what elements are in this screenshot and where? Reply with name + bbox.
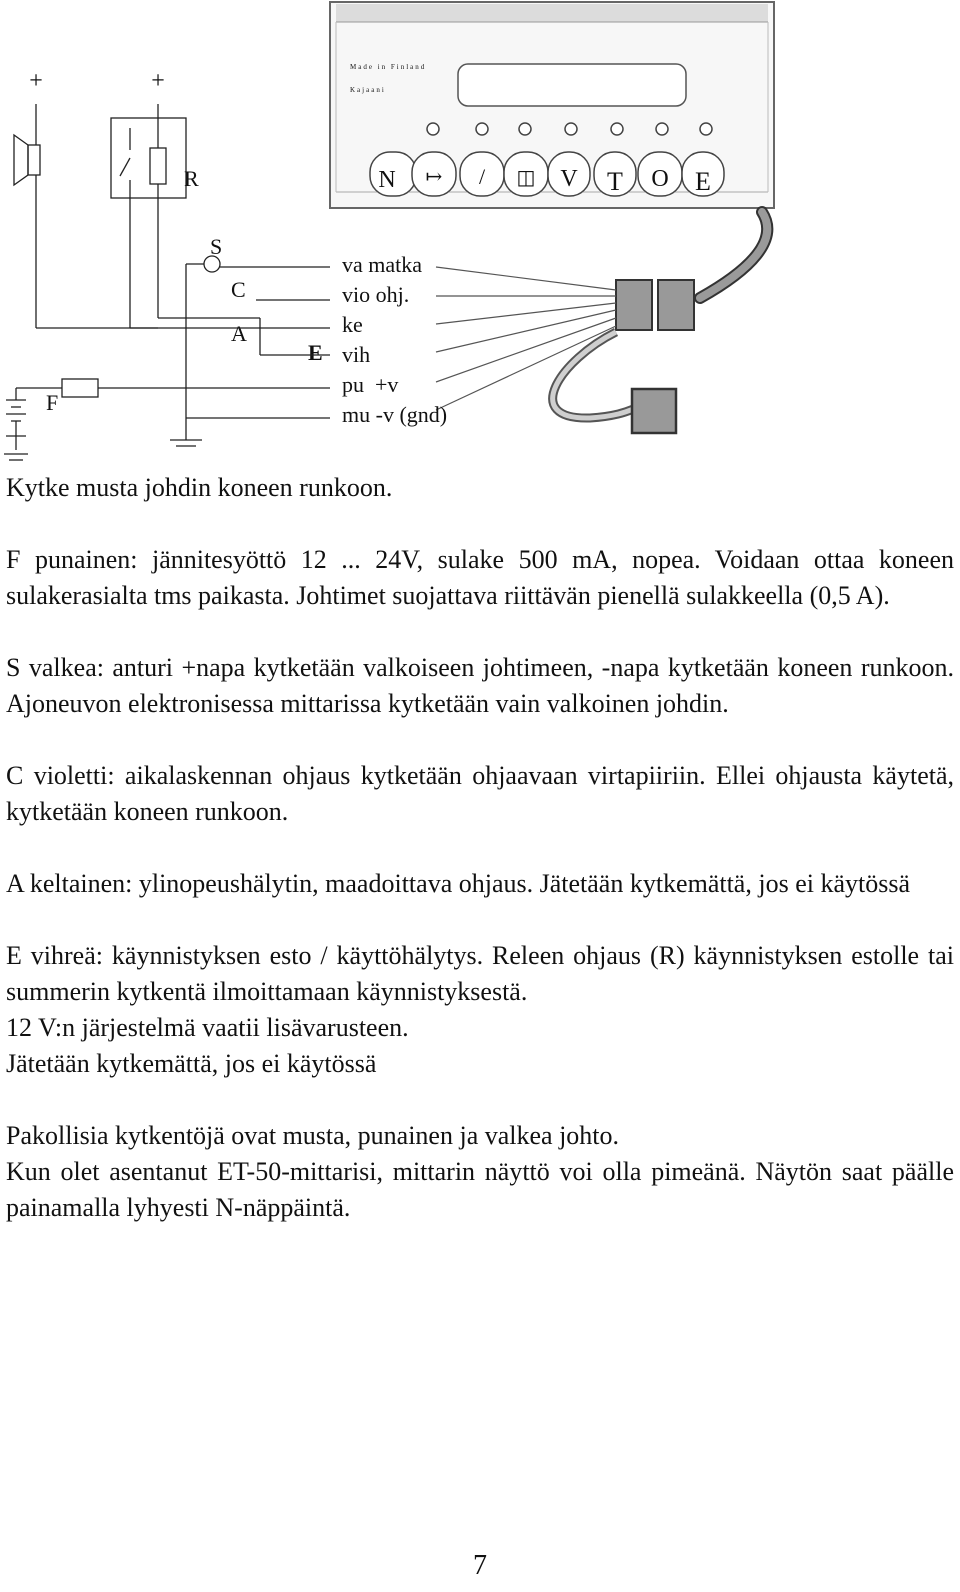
meter-device [330, 2, 774, 208]
connector [658, 280, 694, 330]
text-line: F punainen: jännitesyöttö 12 ... 24V, sulake 500 mA, nopea. Voidaan ottaa koneen sulakerasialta tms paikasta. Johtimet suojattava riittävän pienellä sulakkeella (0,5 A). [6, 545, 954, 610]
plus-left-label: + [29, 68, 43, 94]
wire-label: vio ohj. [342, 282, 410, 307]
button-e[interactable] [682, 152, 724, 196]
paragraph-a [6, 866, 954, 902]
relay-label: R [184, 166, 199, 191]
wire-label: ke [342, 312, 363, 337]
arrow-icon: ↦ [425, 166, 443, 188]
connector [632, 389, 676, 433]
led-indicator [656, 123, 668, 135]
led-indicator [565, 123, 577, 135]
paragraph-e [6, 938, 954, 1082]
text-line: 12 V:n järjestelmä vaatii lisävarusteen. [6, 1013, 409, 1042]
svg-text:V: V [560, 166, 578, 192]
circuit [4, 68, 330, 460]
svg-text:N: N [378, 167, 396, 193]
paragraph-f [6, 542, 954, 614]
led-indicator [700, 123, 712, 135]
paragraph-s [6, 650, 954, 722]
page-number: 7 [473, 1550, 487, 1581]
box-icon: ◫ [516, 167, 536, 189]
wire-labels [342, 252, 447, 427]
svg-text:T: T [607, 167, 623, 196]
made-in-label: Made in Finland [350, 63, 427, 71]
wire-label: va matka [342, 252, 423, 277]
horn-icon [14, 104, 40, 328]
fuse-label: F [46, 390, 59, 415]
instructions [6, 470, 954, 1226]
wire-label: mu -v (gnd) [342, 402, 448, 427]
wire-label: vih [342, 342, 371, 367]
slash-icon: / [478, 164, 486, 189]
c-label: C [231, 277, 246, 302]
text-line: Kun olet asentanut ET-50-mittarisi, mittarin näyttö voi olla pimeänä. Näytön saat päälle painamalla lyhyesti N-näppäintä. [6, 1157, 954, 1222]
button-v[interactable] [548, 152, 590, 196]
led-indicator [427, 123, 439, 135]
led-indicator [476, 123, 488, 135]
led-indicator [519, 123, 531, 135]
button-t[interactable] [594, 152, 636, 196]
button-box[interactable] [504, 152, 548, 196]
sensor-s-label: S [210, 234, 223, 259]
ground-icon [170, 440, 202, 446]
text-line: S valkea: anturi +napa kytketään valkoiseen johtimeen, -napa kytketään koneen runkoon. Ajoneuvon elektronisessa mittarissa kytketään vain valkoinen johdin. [6, 653, 954, 718]
text-line: Jätetään kytkemättä, jos ei käytössä [6, 1049, 377, 1078]
button-o[interactable] [638, 152, 682, 196]
svg-text:E: E [695, 167, 711, 196]
text-line: Pakollisia kytkentöjä ovat musta, punainen ja valkea johto. [6, 1121, 620, 1150]
text-line: E vihreä: käynnistyksen esto / käyttöhälytys. Releen ohjaus (R) käynnistyksen estolle tai summerin kytkentä ilmoittamaan käynnistyksestä. [6, 941, 954, 1006]
paragraph-c [6, 758, 954, 830]
svg-text:O: O [651, 166, 669, 192]
display-window [458, 64, 686, 106]
e-label: E [308, 340, 323, 365]
wire-label: pu +v [342, 372, 399, 397]
paragraph-summary [6, 1118, 954, 1226]
paragraph-ground [6, 470, 954, 506]
button-slash[interactable] [460, 152, 504, 196]
city-label: Kajaani [350, 86, 386, 94]
button-n[interactable] [370, 152, 416, 196]
plus-right-label: + [151, 68, 165, 94]
cable-harness [436, 212, 767, 433]
a-label: A [231, 321, 247, 346]
led-indicator [611, 123, 623, 135]
battery-icon [4, 400, 28, 460]
wiring-diagram [0, 0, 960, 470]
button-arrow[interactable] [412, 152, 456, 196]
fuse-icon [62, 379, 98, 397]
text-line: A keltainen: ylinopeushälytin, maadoittava ohjaus. Jätetään kytkemättä, jos ei käytössä [6, 869, 910, 898]
connector [616, 280, 652, 330]
text-line: Kytke musta johdin koneen runkoon. [6, 473, 393, 502]
text-line: C violetti: aikalaskennan ohjaus kytketään ohjaavaan virtapiiriin. Ellei ohjausta käytetä, kytketään koneen runkoon. [6, 761, 954, 826]
relay-icon [111, 104, 186, 328]
